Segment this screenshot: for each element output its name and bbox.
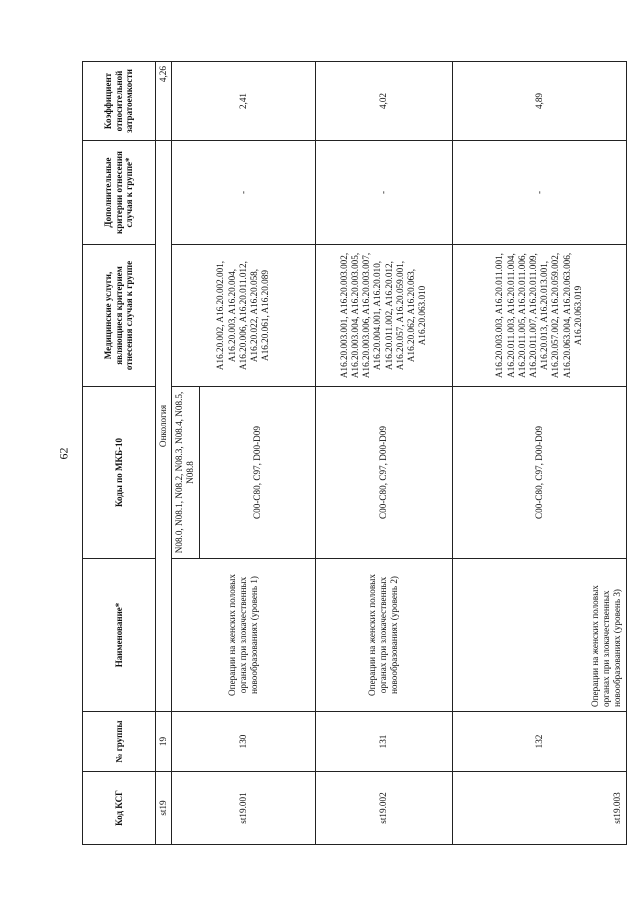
row-code: st19.002 xyxy=(315,772,452,845)
row-icd-top: N08.0, N08.1, N08.2, N08.3, N08.4, N08.5, N08.8 xyxy=(172,387,199,559)
ksg-table xyxy=(82,61,627,845)
row-extra: - xyxy=(452,141,626,245)
row-group-no: 131 xyxy=(315,712,452,772)
rotated-table-container xyxy=(82,62,623,845)
header-name: Наименование* xyxy=(83,559,156,712)
header-icd: Коды по МКБ-10 xyxy=(83,387,156,559)
table-row xyxy=(452,62,626,845)
row-services: A16.20.002, A16.20.002.001, A16.20.003, A16.20.004, A16.20.006, A16.20.011.012, A16.20.022, A16.20.058, A16.20.061, A16.20.089 xyxy=(172,245,315,387)
row-coef: 4,02 xyxy=(315,62,452,141)
row-code: st19.003 xyxy=(452,772,626,845)
row-services: A16.20.003.003, A16.20.011.001, A16.20.011.003, A16.20.011.004, A16.20.011.005, A16.20.011.006, A16.20.011.007, A16.20.011.009, A16.20.013, A16.20.013.001, A16.20.057.002, A16.20.059.002, A16.20.063.004, A16.20.063.006, A16.20.063.019 xyxy=(452,245,626,387)
profile-name: Онкология xyxy=(156,141,172,712)
profile-row xyxy=(156,62,172,845)
profile-coef: 4,26 xyxy=(156,62,172,141)
row-icd: C00-C80, C97, D00-D09 xyxy=(452,387,626,559)
profile-code: st19 xyxy=(156,772,172,845)
table-row xyxy=(172,62,199,845)
row-group-no: 130 xyxy=(172,712,315,772)
row-services: A16.20.003.001, A16.20.003.002, A16.20.003.004, A16.20.003.005, A16.20.003.006, A16.20.003.007, A16.20.004.001, A16.20.010, A16.20.011.002, A16.20.012, A16.20.057, A16.20.059.001, A16.20.062, A16.20.063, A16.20.063.010 xyxy=(315,245,452,387)
row-code: st19.001 xyxy=(172,772,315,845)
header-code: Код КСГ xyxy=(83,772,156,845)
header-services: Медицинские услуги, являющиеся критерием отнесения случая к группе xyxy=(83,245,156,387)
table-row xyxy=(315,62,452,845)
row-group-no: 132 xyxy=(452,712,626,772)
row-name: Операции на женских половых органах при злокачественных новообразованиях (уровень 3) xyxy=(452,559,626,712)
header-extra: Дополнительные критерии отнесения случая к группе* xyxy=(83,141,156,245)
row-extra: - xyxy=(172,141,315,245)
page-number xyxy=(54,438,74,468)
header-coef: Коэффициент относительной затратоемкости xyxy=(83,62,156,141)
profile-group-no: 19 xyxy=(156,712,172,772)
row-extra: - xyxy=(315,141,452,245)
row-icd: C00-C80, C97, D00-D09 xyxy=(199,387,315,559)
row-icd: C00-C80, C97, D00-D09 xyxy=(315,387,452,559)
row-name: Операции на женских половых органах при злокачественных новообразованиях (уровень 2) xyxy=(315,559,452,712)
row-coef: 4,89 xyxy=(452,62,626,141)
header-group-no: № группы xyxy=(83,712,156,772)
row-coef: 2,41 xyxy=(172,62,315,141)
row-name: Операции на женских половых органах при злокачественных новообразованиях (уровень 1) xyxy=(172,559,315,712)
table-header-row xyxy=(83,62,156,845)
page-number-text: 62 xyxy=(56,447,71,459)
